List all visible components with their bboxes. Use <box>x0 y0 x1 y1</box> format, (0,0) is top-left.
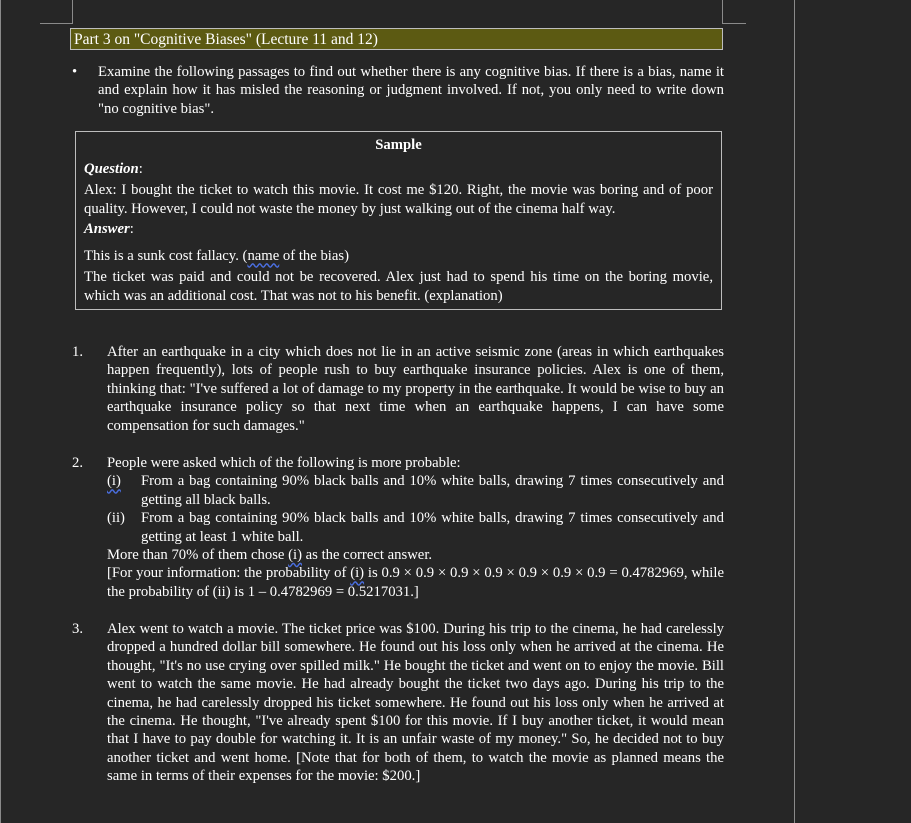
option-ii <box>107 509 724 546</box>
sample-question: Alex: I bought the ticket to watch this movie. It cost me $120. Right, the movie was boring and of poor quality. However, I could not waste the money by just walking out of the cinema half way. <box>84 182 713 217</box>
sample-answer-explanation: The ticket was paid and could not be recovered. Alex just had to spend his time on the boring movie, which was an additional cost. That was not to his benefit. (explanation) <box>84 269 713 304</box>
question-label: Question <box>84 160 139 177</box>
answer-text-name: name <box>247 247 280 264</box>
question-label-colon: : <box>138 160 143 177</box>
margin-mark-left <box>72 0 73 24</box>
result-a: More than 70% of them chose <box>107 547 289 564</box>
option-i-text: From a bag containing 90% black balls and 10% white balls, drawing 7 times consecutively and getting all black balls. <box>141 473 724 508</box>
margin-mark-right-h <box>722 23 746 24</box>
info-note <box>107 564 724 601</box>
info-a: [For your information: the probability of <box>107 565 351 582</box>
answer-text-c: of the bias) <box>279 247 349 264</box>
result-b: (i) <box>288 547 302 564</box>
answer-label-row <box>84 220 713 239</box>
section-title: Part 3 on "Cognitive Biases" (Lecture 11 and 12) <box>70 28 723 50</box>
result-line <box>107 546 724 564</box>
answer-label: Answer <box>84 221 130 237</box>
answer-text-a: This is a sunk cost fallacy. ( <box>84 247 248 264</box>
question-text: Alex went to watch a movie. The ticket price was $100. During his trip to the cinema, he had carelessly dropped a hundred dollar bill somewhere. He found out his loss only when he arrived at the cinema. He thought, "It's no use crying over spilled milk." He bought the ticket and went on to enjoy the movie. Bill went to watch the same movie. He had already bought the ticket two days ago. During his trip to the cinema, he had carelessly dropped his ticket somewhere. He found out his loss only when he arrived at the cinema. He thought, "I've already spent $100 for this movie. If I buy another ticket, it would mean that I have to pay double for watching it. It is an unfair waste of my money." So, he decided not to buy another ticket and went home. [Note that for both of them, to watch the movie as planned means the same in terms of their expenses for the movie: $200.] <box>107 621 724 785</box>
option-ii-label: (ii) <box>107 510 125 527</box>
question-label-row <box>84 160 713 179</box>
instructions-text: Examine the following passages to find out whether there is any cognitive bias. If there is a bias, name it and explain how it has misled the reasoning or judgment involved. If not, you only need to write down "no cognitive bias". <box>98 64 724 117</box>
question-2 <box>72 454 724 601</box>
option-ii-text: From a bag containing 90% black balls and 10% white balls, drawing 7 times consecutively and getting at least 1 white ball. <box>141 510 724 545</box>
margin-mark-right <box>722 0 723 24</box>
sample-answer-name <box>84 247 713 266</box>
sample-heading: Sample <box>375 137 422 153</box>
question-body <box>107 454 724 601</box>
margin-mark-left-h <box>40 23 73 24</box>
question-intro: People were asked which of the following is more probable: <box>107 455 461 471</box>
question-number: 2. <box>72 455 84 471</box>
question-number: 1. <box>72 344 84 360</box>
question-text: After an earthquake in a city which does not lie in an active seismic zone (areas in which earthquakes happen frequently), lots of people rush to buy earthquake insurance policies. Alex is one of them, thinking that: "I've suffered a lot of damage to my property in the earthquake. It would be wise to buy an earthquake insurance policy so that next time when an earthquake happens, I can have some compensation for such damages." <box>107 344 724 434</box>
question-number: 3. <box>72 621 84 637</box>
bullet: • <box>72 64 78 80</box>
instructions <box>72 63 724 118</box>
result-c: as the correct answer. <box>301 547 433 564</box>
option-i <box>107 472 724 509</box>
page-left-edge <box>0 0 1 823</box>
question-3 <box>72 620 724 786</box>
option-i-label: (i) <box>107 473 121 490</box>
info-b: (i) <box>350 565 365 582</box>
info-c: is 0.9 × 0.9 × 0.9 × 0.9 × 0.9 × 0.9 × 0.9 = 0.4782969, while the probability of (ii) is 1 – 0.4782969 = 0.5217031.] <box>107 565 724 600</box>
question-1 <box>72 343 724 435</box>
answer-label-colon: : <box>129 221 134 237</box>
page-right-edge <box>794 0 795 823</box>
sample-box <box>75 131 722 310</box>
